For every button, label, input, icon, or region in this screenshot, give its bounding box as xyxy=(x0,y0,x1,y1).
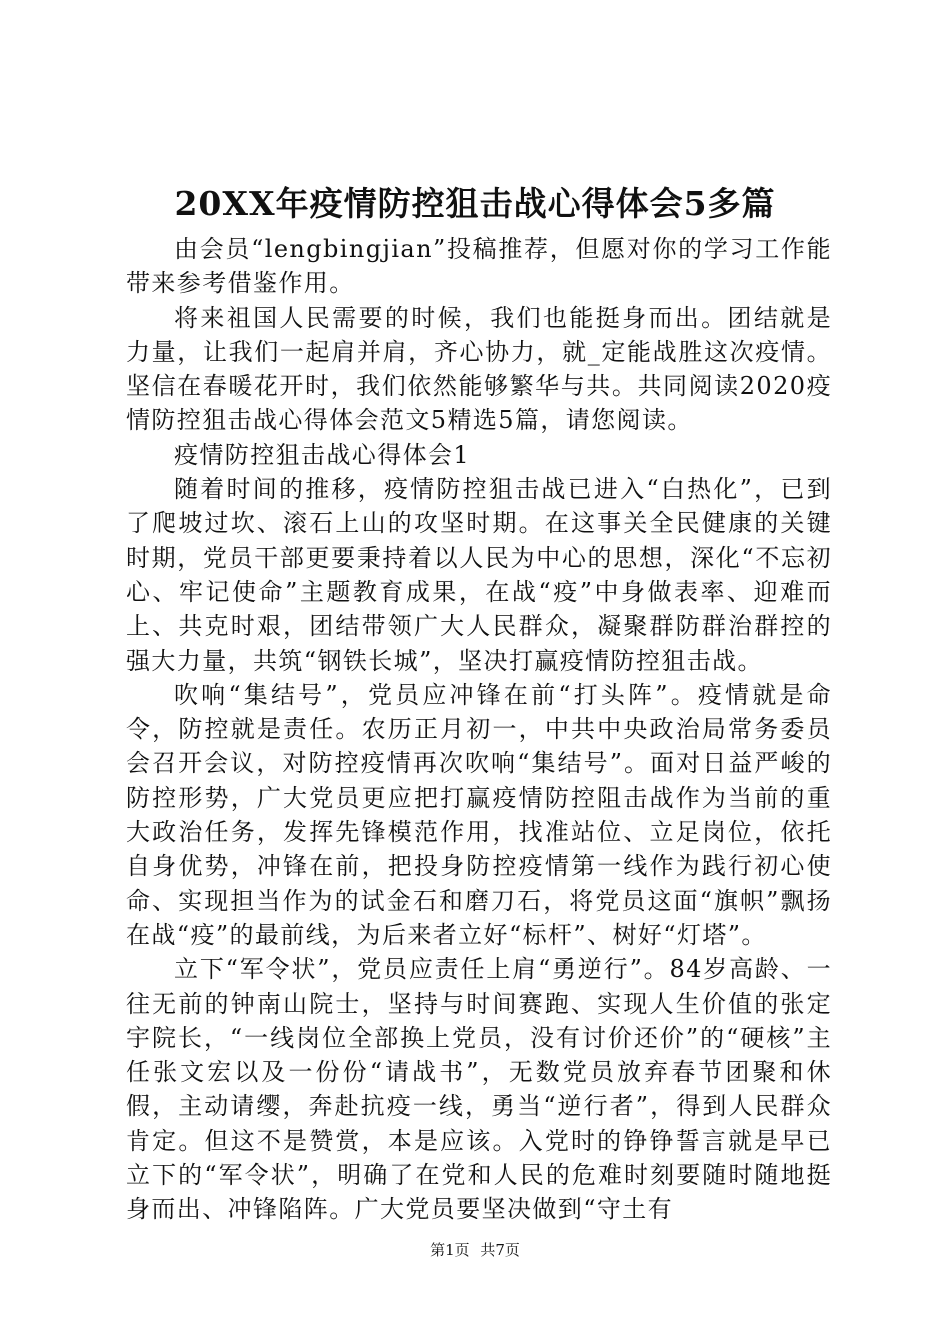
document-title: 20XX年疫情防控狙击战心得体会5多篇 xyxy=(174,184,776,223)
paragraph-preface: 将来祖国人民需要的时候，我们也能挺身而出。团结就是力量，让我们一起肩并肩，齐心协力，就_定能战胜这次疫情。坚信在春暖花开时，我们依然能够繁华与共。共同阅读2020疫情防控狙击战心得体会范文5精选5篇，请您阅读。 xyxy=(126,303,832,435)
document-body xyxy=(126,232,832,1227)
paragraph-intro: 由会员“lengbingjian”投稿推荐，但愿对你的学习工作能带来参考借鉴作用。 xyxy=(126,235,832,298)
page-number: 第1页 xyxy=(430,1241,470,1259)
page-total: 共7页 xyxy=(480,1241,520,1259)
paragraph: 吹响“集结号”，党员应冲锋在前“打头阵”。疫情就是命令，防控就是责任。农历正月初一，中共中央政治局常务委员会召开会议，对防控疫情再次吹响“集结号”。面对日益严峻的防控形势，广大党员更应把打赢疫情防控阻击战作为当前的重大政治任务，发挥先锋模范作用，找准站位、立足岗位，依托自身优势，冲锋在前，把投身防控疫情第一线作为践行初心使命、实现担当作为的试金石和磨刀石，将党员这面“旗帜”飘扬在战“疫”的最前线，为后来者立好“标杆”、树好“灯塔”。 xyxy=(126,680,832,949)
page-footer xyxy=(0,1240,950,1260)
paragraph: 随着时间的推移，疫情防控狙击战已进入“白热化”，已到了爬坡过坎、滚石上山的攻坚时期。在这事关全民健康的关键时期，党员干部更要秉持着以人民为中心的思想，深化“不忘初心、牢记使命”主题教育成果，在战“疫”中身做表率、迎难而上、共克时艰，团结带领广大人民群众，凝聚群防群治群控的强大力量，共筑“钢铁长城”，坚决打赢疫情防控狙击战。 xyxy=(126,475,832,675)
section-heading: 疫情防控狙击战心得体会1 xyxy=(174,440,471,469)
paragraph: 立下“军令状”，党员应责任上肩“勇逆行”。84岁高龄、一往无前的钟南山院士，坚持与时间赛跑、实现人生价值的张定宇院长，“一线岗位全部换上党员，没有讨价还价”的“硬核”主任张文宏以及一份份“请战书”，无数党员放弃春节团聚和休假，主动请缨，奔赴抗疫一线，勇当“逆行者”，得到人民群众肯定。但这不是赞赏，本是应该。入党时的铮铮誓言就是早已立下的“军令状”，明确了在党和人民的危难时刻要随时随地挺身而出、冲锋陷阵。广大党员要坚决做到“守土有 xyxy=(126,955,832,1224)
